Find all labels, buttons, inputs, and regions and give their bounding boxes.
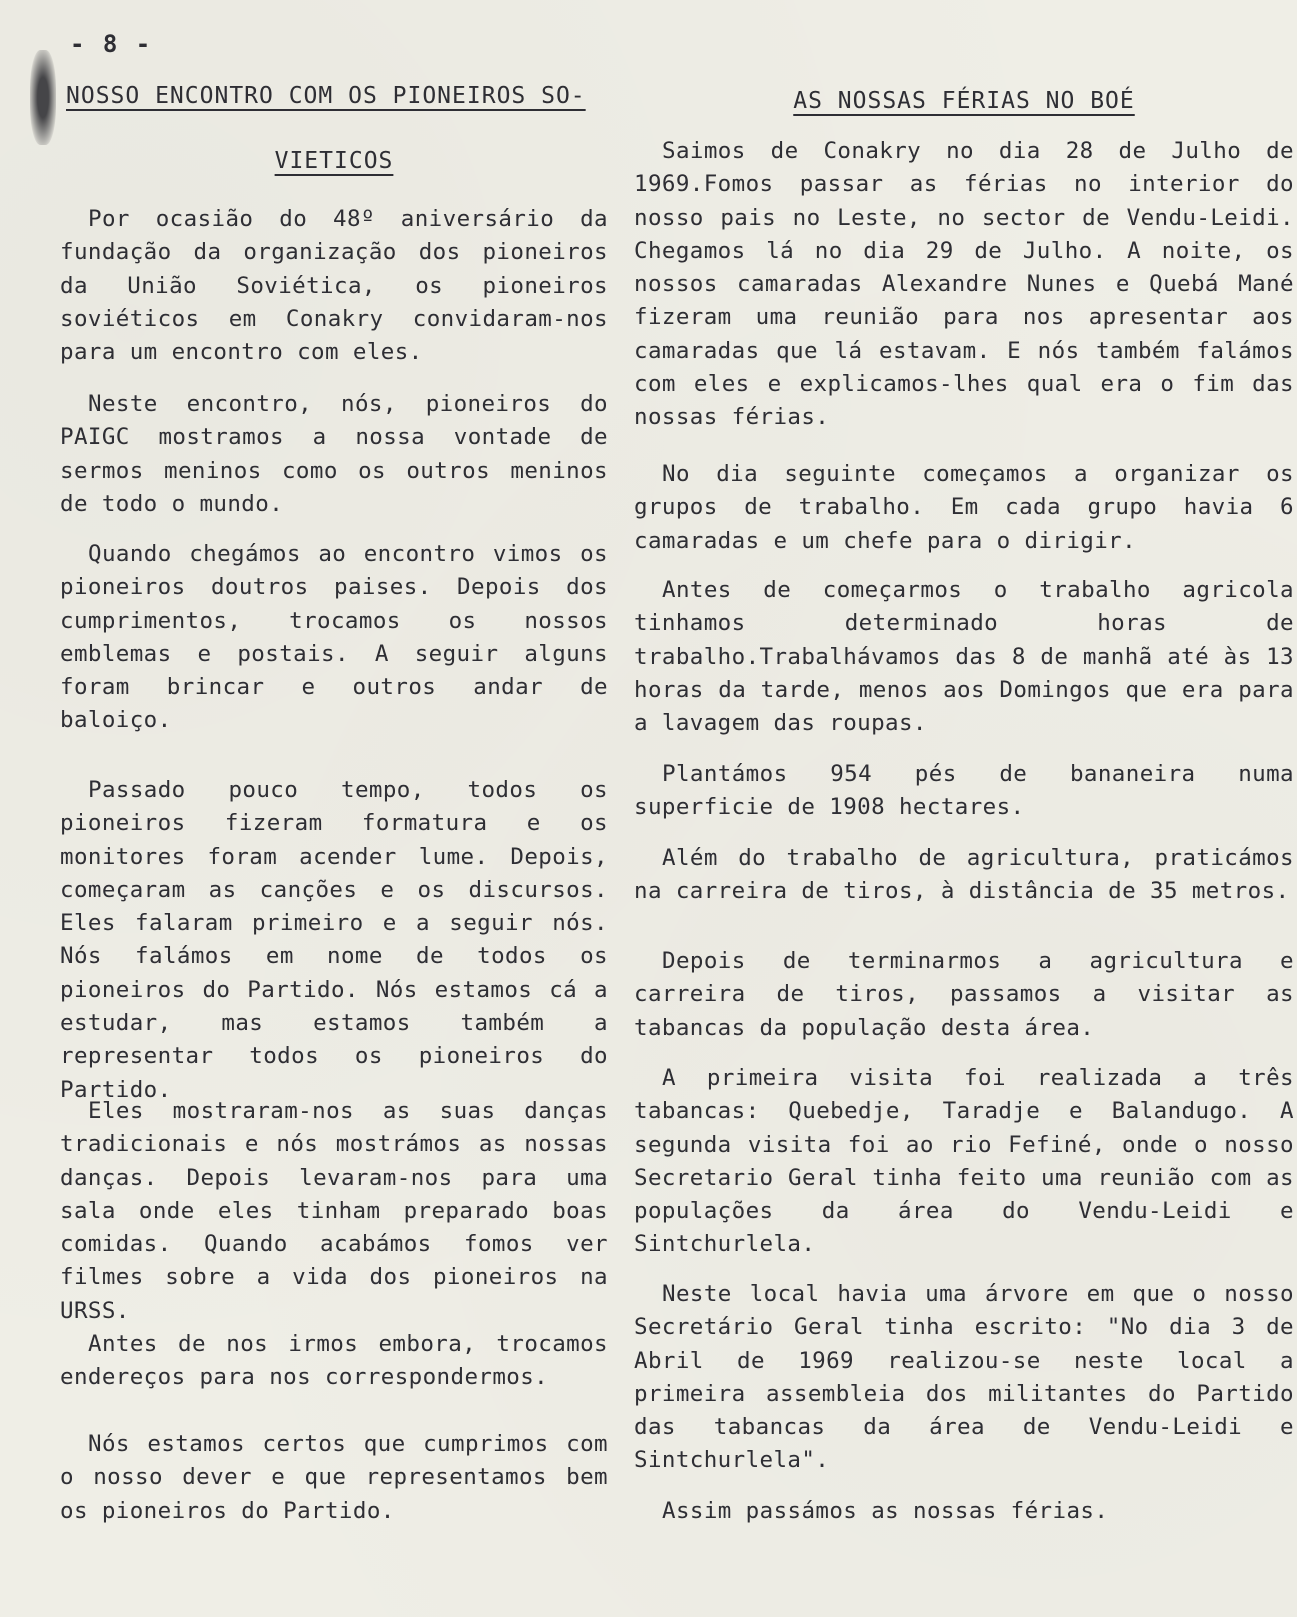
binding-smudge (30, 50, 56, 145)
left-article-title-line1: NOSSO ENCONTRO COM OS PIONEIROS SO- (66, 83, 586, 109)
right-paragraph: Neste local havia uma árvore em que o nosso Secretário Geral tinha escrito: "No dia 3 de Abril de 1969 realizou-se neste local a primeira assembleia dos militantes do Partido das tabancas da área de Vendu-Leidi e Sintchurlela". (634, 1281, 1294, 1474)
right-paragraph: Plantámos 954 pés de bananeira numa superficie de 1908 hectares. (634, 761, 1294, 821)
left-paragraph: Neste encontro, nós, pioneiros do PAIGC mostramos a nossa vontade de sermos meninos como os outros meninos de todo o mundo. (60, 391, 608, 517)
left-paragraph: Quando chegámos ao encontro vimos os pioneiros doutros paises. Depois dos cumprimentos, trocamos os nossos emblemas e postais. A seguir alguns foram brincar e outros andar de baloiço. (60, 541, 608, 734)
left-paragraph: Por ocasião do 48º aniversário da fundação da organização dos pioneiros da União Soviética, os pioneiros soviéticos em Conakry convidaram-nos para um encontro com eles. (60, 206, 608, 366)
right-paragraph: Depois de terminarmos a agricultura e carreira de tiros, passamos a visitar as tabancas da população desta área. (634, 948, 1294, 1041)
right-paragraph: No dia seguinte começamos a organizar os grupos de trabalho. Em cada grupo havia 6 camaradas e um chefe para o dirigir. (634, 461, 1294, 554)
right-paragraph: Saimos de Conakry no dia 28 de Julho de 1969.Fomos passar as férias no interior do nosso pais no Leste, no sector de Vendu-Leidi. Chegamos lá no dia 29 de Julho. A noite, os nossos camaradas Alexandre Nunes e Quebá Mané fizeram uma reunião para nos apresentar aos camaradas que lá estavam. E nós também falámos com eles e explicamos-lhes qual era o fim das nossas férias. (634, 138, 1294, 431)
left-paragraph: Nós estamos certos que cumprimos com o nosso dever e que representamos bem os pioneiros do Partido. (60, 1431, 608, 1524)
right-paragraph: Antes de começarmos o trabalho agricola tinhamos determinado horas de trabalho.Trabalhávamos das 8 de manhã até às 13 horas da tarde, menos aos Domingos que era para a lavagem das roupas. (634, 577, 1294, 737)
right-paragraph: A primeira visita foi realizada a três tabancas: Quebedje, Taradje e Balandugo. A segunda visita foi ao rio Fefiné, onde o nosso Secretario Geral tinha feito uma reunião com as populações da área do Vendu-Leidi e Sintchurlela. (634, 1065, 1294, 1258)
left-article-title-line2: VIETICOS (274, 148, 394, 174)
right-article-title: AS NOSSAS FÉRIAS NO BOÉ (793, 88, 1135, 114)
left-paragraph: Passado pouco tempo, todos os pioneiros fizeram formatura e os monitores foram acender lume. Depois, começaram as canções e os discursos. Eles falaram primeiro e a seguir nós. Nós falámos em nome de todos os pioneiros do Partido. Nós estamos cá a estudar, mas estamos também a representar todos os pioneiros do Partido. (60, 777, 608, 1103)
left-paragraph: Eles mostraram-nos as suas danças tradicionais e nós mostrámos as nossas danças. Depois levaram-nos para uma sala onde eles tinham preparado boas comidas. Quando acabámos fomos ver filmes sobre a vida dos pioneiros na URSS. (60, 1098, 608, 1324)
right-paragraph: Assim passámos as nossas férias. (662, 1498, 1109, 1524)
page-number: - 8 - (70, 30, 153, 58)
left-paragraph: Antes de nos irmos embora, trocamos endereços para nos correspondermos. (60, 1331, 608, 1391)
right-paragraph: Além do trabalho de agricultura, praticámos na carreira de tiros, à distância de 35 metros. (634, 845, 1294, 905)
